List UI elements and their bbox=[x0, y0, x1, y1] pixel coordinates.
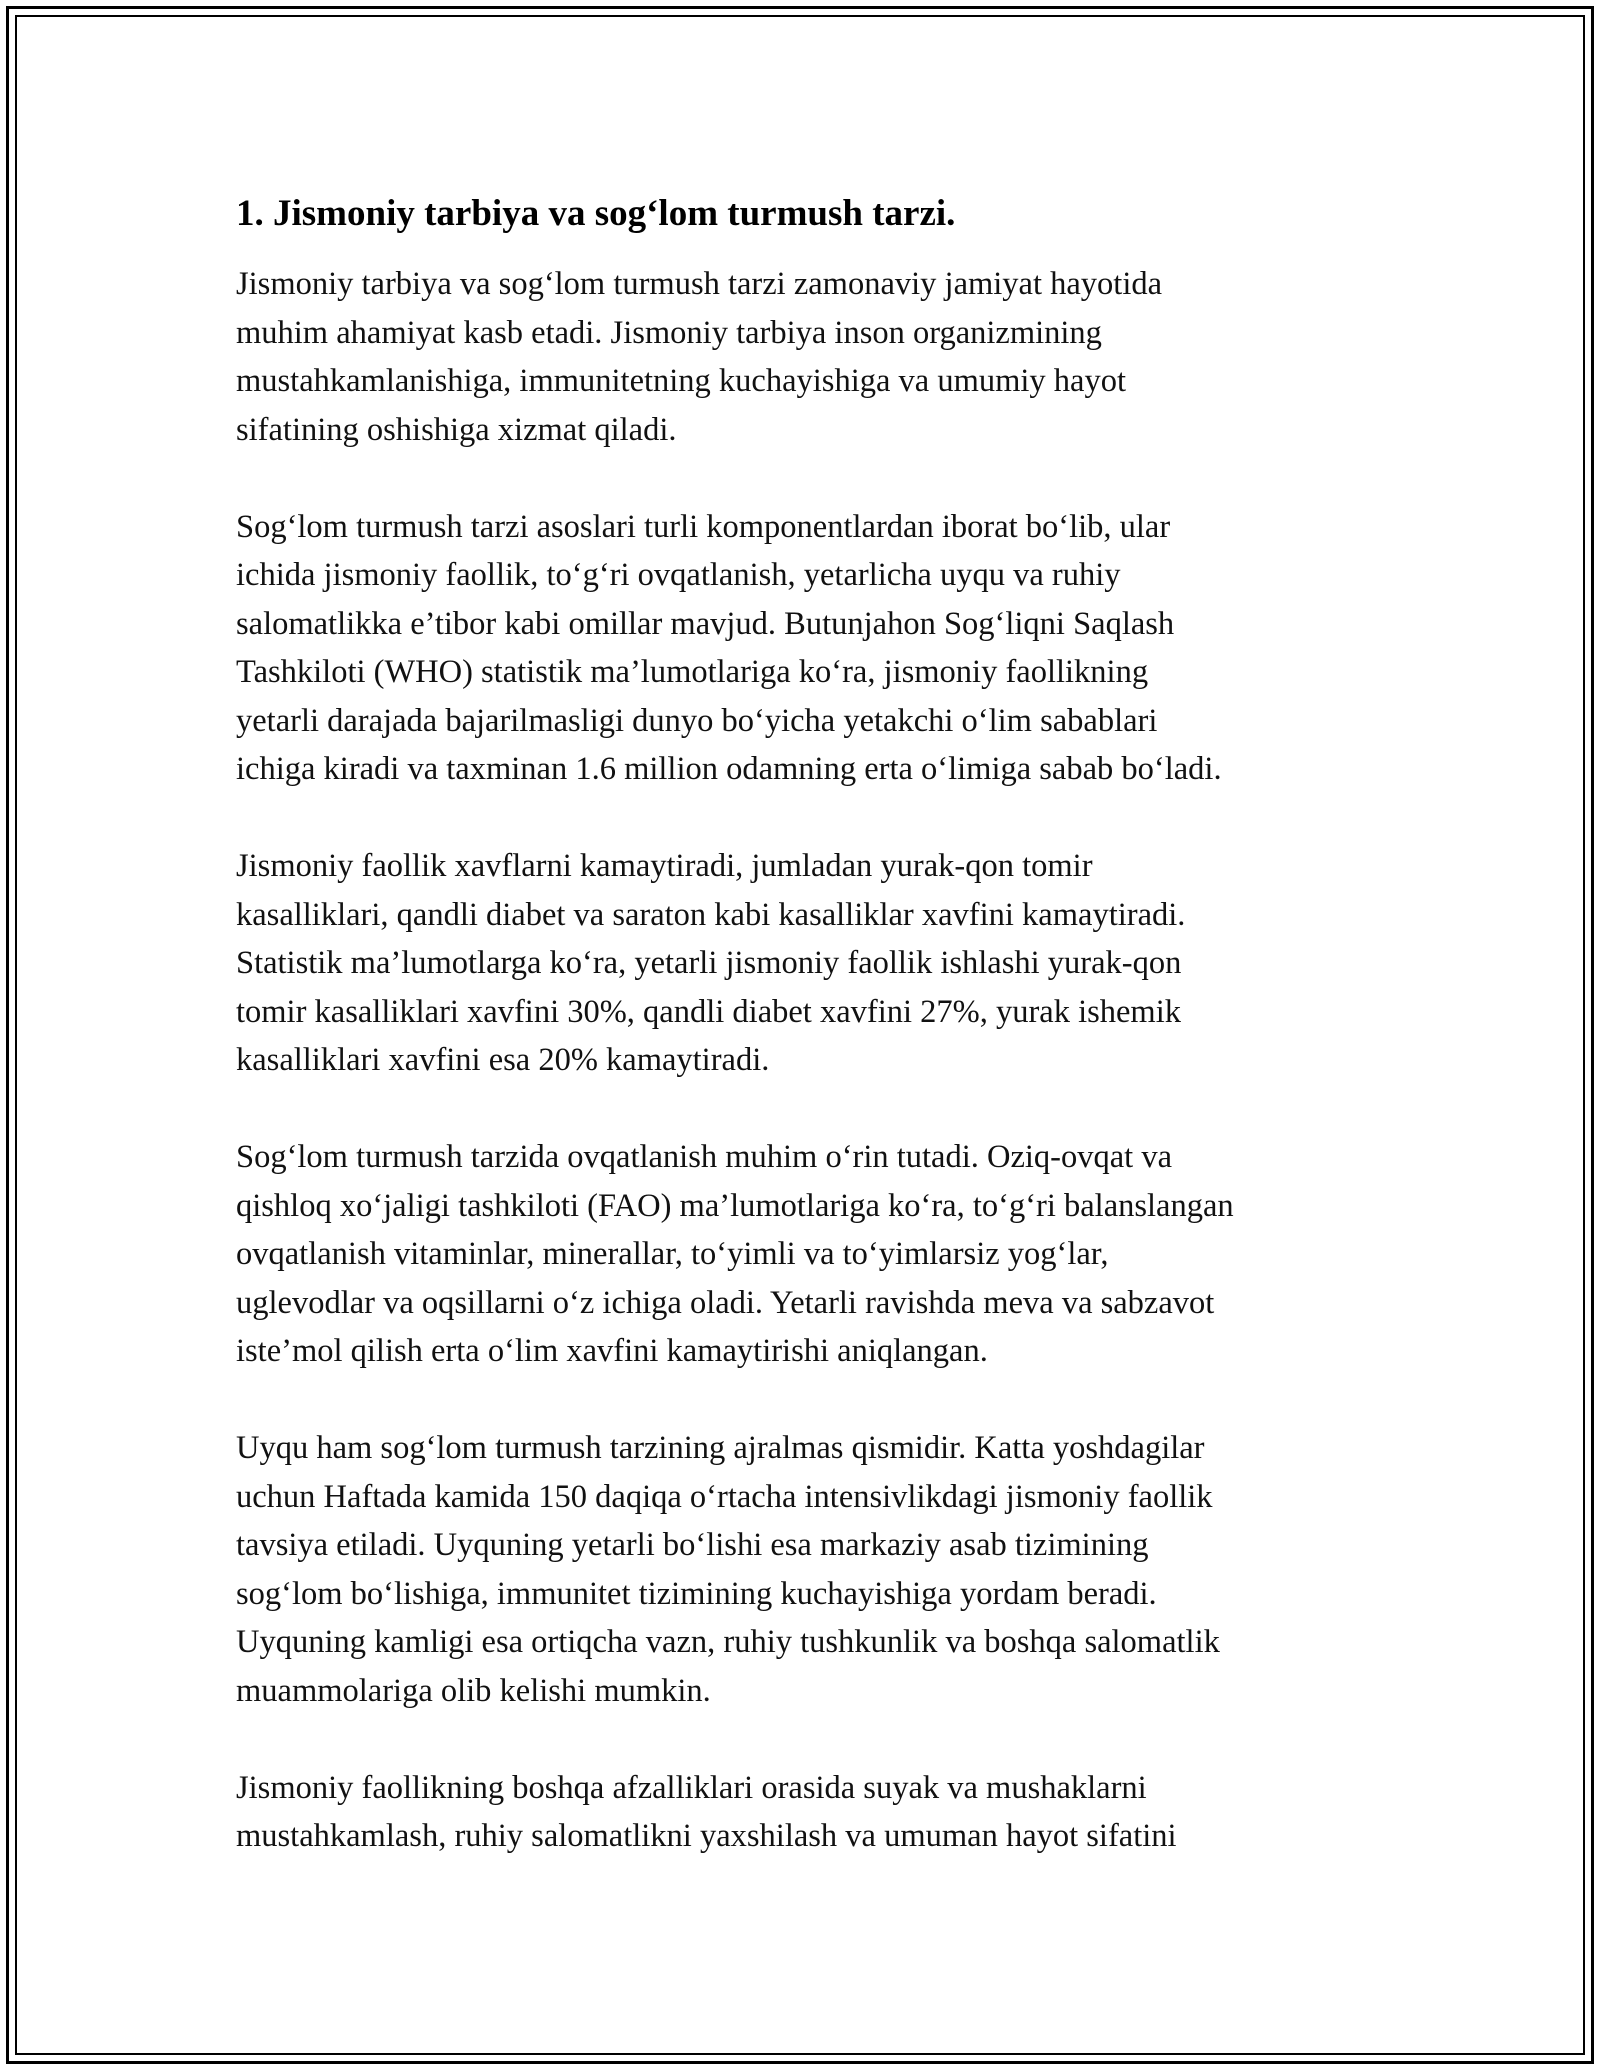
text-line: uchun Haftada kamida 150 daqiqa o‘rtacha intensivlikdagi jismoniy faollik bbox=[236, 1478, 1213, 1515]
text-line: Uyqu ham sog‘lom turmush tarzining ajralmas qismidir. Katta yoshdagilar bbox=[236, 1430, 1205, 1466]
text-line: Jismoniy tarbiya va sog‘lom turmush tarzi zamonaviy jamiyat hayotida bbox=[236, 266, 1163, 302]
text-line: ovqatlanish vitaminlar, minerallar, to‘yimli va to‘yimlarsiz yog‘lar, bbox=[236, 1236, 1109, 1272]
text-line: sifatining oshishiga xizmat qiladi. bbox=[236, 411, 677, 448]
section-heading: 1. Jismoniy tarbiya va sog‘lom turmush tarzi. bbox=[236, 193, 956, 234]
text-line: qishloq xo‘jaligi tashkiloti (FAO) ma’lumotlariga ko‘ra, to‘g‘ri balanslangan bbox=[236, 1187, 1234, 1224]
text-line: ichiga kiradi va taxminan 1.6 million odamning erta o‘limiga sabab bo‘ladi. bbox=[236, 751, 1222, 787]
text-line: yetarli darajada bajarilmasligi dunyo bo‘yicha yetakchi o‘lim sabablari bbox=[236, 702, 1158, 739]
text-line: Jismoniy faollik xavflarni kamaytiradi, jumladan yurak-qon tomir bbox=[236, 848, 1093, 884]
text-line: muhim ahamiyat kasb etadi. Jismoniy tarbiya inson organizmining bbox=[236, 314, 1102, 351]
text-line: sog‘lom bo‘lishiga, immunitet tizimining kuchayishiga yordam beradi. bbox=[236, 1575, 1157, 1612]
text-line: tavsiya etiladi. Uyquning yetarli bo‘lishi esa markaziy asab tizimining bbox=[236, 1527, 1149, 1563]
text-line: tomir kasalliklari xavfini 30%, qandli diabet xavfini 27%, yurak ishemik bbox=[236, 993, 1181, 1030]
text-line: Tashkiloti (WHO) statistik ma’lumotlariga ko‘ra, jismoniy faollikning bbox=[236, 654, 1149, 690]
text-line: salomatlikka e’tibor kabi omillar mavjud. Butunjahon Sog‘liqni Saqlash bbox=[236, 605, 1175, 642]
paragraph-benefits bbox=[236, 1764, 1376, 1861]
text-line: muammolariga olib kelishi mumkin. bbox=[236, 1672, 711, 1709]
text-line: iste’mol qilish erta o‘lim xavfini kamaytirishi aniqlangan. bbox=[236, 1333, 988, 1369]
text-line: ichida jismoniy faollik, to‘g‘ri ovqatlanish, yetarlicha uyqu va ruhiy bbox=[236, 557, 1121, 593]
text-line: Statistik ma’lumotlarga ko‘ra, yetarli jismoniy faollik ishlashi yurak-qon bbox=[236, 945, 1182, 981]
paragraph-intro bbox=[236, 260, 1376, 454]
paragraph-components bbox=[236, 503, 1376, 794]
text-line: uglevodlar va oqsillarni o‘z ichiga oladi. Yetarli ravishda meva va sabzavot bbox=[236, 1284, 1215, 1321]
paragraph-risk-reduction bbox=[236, 842, 1376, 1085]
text-line: Uyquning kamligi esa ortiqcha vazn, ruhiy tushkunlik va boshqa salomatlik bbox=[236, 1624, 1220, 1660]
text-line: kasalliklari xavfini esa 20% kamaytiradi. bbox=[236, 1042, 770, 1078]
text-line: mustahkamlash, ruhiy salomatlikni yaxshilash va umuman hayot sifatini bbox=[236, 1818, 1177, 1854]
document-body bbox=[236, 188, 1376, 1909]
text-line: Sog‘lom turmush tarzi asoslari turli komponentlardan iborat bo‘lib, ular bbox=[236, 508, 1171, 545]
text-line: mustahkamlanishiga, immunitetning kuchayishiga va umumiy hayot bbox=[236, 363, 1127, 399]
paragraph-sleep bbox=[236, 1424, 1376, 1715]
text-line: kasalliklari, qandli diabet va saraton kabi kasalliklar xavfini kamaytiradi. bbox=[236, 896, 1186, 933]
paragraph-nutrition bbox=[236, 1133, 1376, 1376]
text-line: Jismoniy faollikning boshqa afzalliklari orasida suyak va mushaklarni bbox=[236, 1769, 1147, 1806]
text-line: Sog‘lom turmush tarzida ovqatlanish muhim o‘rin tutadi. Oziq-ovqat va bbox=[236, 1139, 1173, 1175]
